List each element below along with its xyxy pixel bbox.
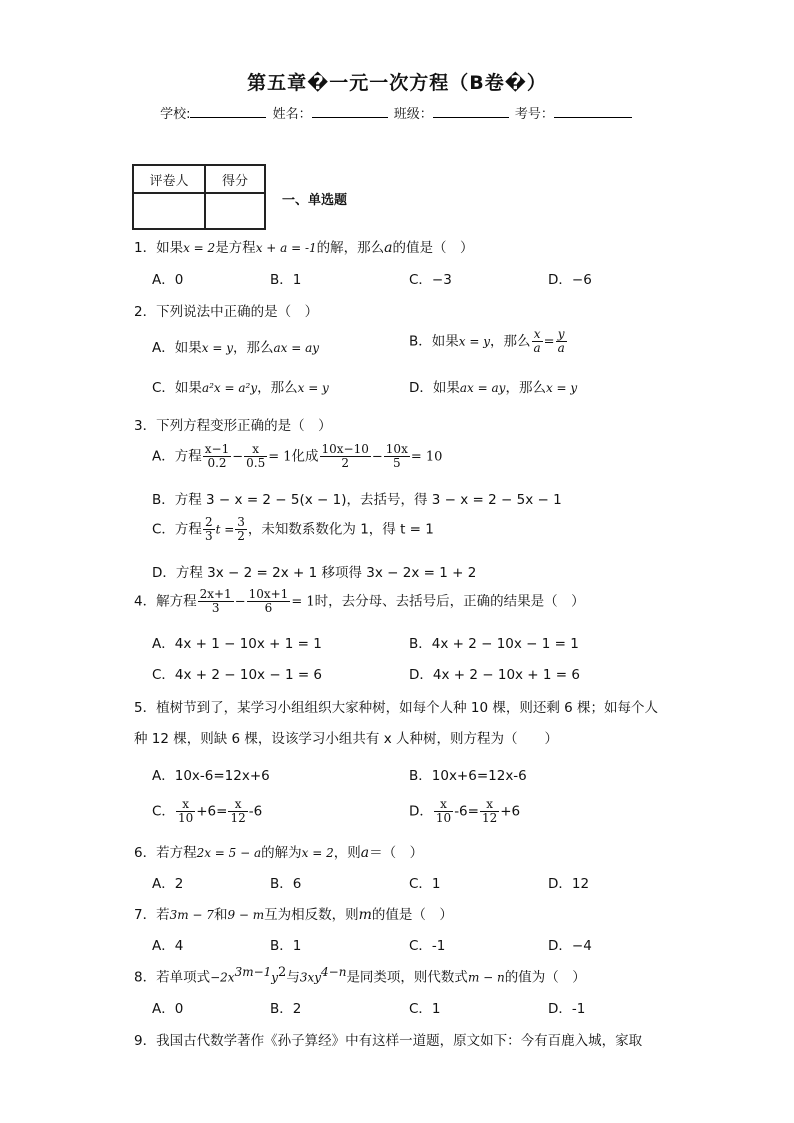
q2-d-c1: ax = ay	[459, 381, 506, 395]
question-4	[134, 588, 585, 615]
class-blank	[433, 105, 509, 118]
name-label: 姓名：	[272, 107, 312, 122]
q2-a-mid: ，那么	[232, 340, 274, 356]
q6-mid: 的解为	[261, 845, 302, 861]
q8-mid2: 是同类项，则代数式	[346, 969, 468, 986]
q3-a-f4-n: 10x	[385, 442, 408, 456]
q4-post: 时，去分母、去括号后，正确的结果是（ ）	[314, 593, 585, 610]
q2-b-fy-n: y	[556, 328, 567, 342]
q3-a-f2-n: x	[244, 443, 267, 457]
q6-eq1: 2x = 5 − a	[196, 846, 262, 860]
q6-option-d: D．12	[548, 876, 590, 892]
q3-a-eq2: = 10	[410, 449, 443, 465]
q4-minus: −	[234, 594, 246, 610]
q5-d-f1-n: x	[434, 798, 453, 812]
reviewer-cell	[133, 193, 205, 229]
q4-option-c: C．4x + 2 − 10x − 1 = 6	[152, 667, 323, 683]
q3-a-minus2: −	[371, 449, 383, 465]
q3-c-pre: C．方程	[152, 521, 202, 538]
q8-e1-tail-sup: 2	[278, 965, 287, 980]
q7-e2: 9 − m	[227, 908, 265, 922]
q4-frac1	[198, 588, 234, 615]
q5-c-frac1	[176, 798, 195, 825]
q1-stem-c: 的解，那么	[316, 240, 385, 256]
q3-c-f1-d: 3	[204, 529, 213, 543]
q1-option-b: B．1	[270, 272, 302, 288]
score-cell	[205, 193, 265, 229]
score-table	[132, 164, 266, 230]
question-1	[134, 236, 474, 256]
question-9-line-1: 9．我国古代数学著作《孙子算经》中有这样一道题，原文如下：今有百鹿入城，家取	[134, 1033, 643, 1049]
q2-c-mid: ，那么	[257, 380, 298, 396]
question-7	[134, 903, 453, 923]
q7-option-a: A．4	[152, 938, 184, 954]
q1-option-d: D．−6	[548, 272, 592, 288]
q2-b-fx-n: x	[532, 328, 543, 342]
student-info-line	[0, 103, 794, 122]
q5-d-f2-d: 12	[481, 811, 498, 825]
q7-option-b: B．1	[270, 938, 302, 954]
q1-var: a	[384, 240, 393, 256]
question-2: 2．下列说法中正确的是（ ）	[134, 304, 319, 320]
q8-e1-sup: 3m−1	[234, 965, 272, 979]
q1-stem-a: 1．如果	[134, 240, 184, 256]
q3-c-frac1	[203, 516, 215, 543]
q5-c-f1-d: 10	[177, 811, 194, 825]
q5-d-frac1	[434, 798, 453, 825]
q2-d-pre: D．如果	[409, 380, 460, 396]
q6-var: a	[360, 845, 370, 861]
q7-mid2: 互为相反数，则	[264, 907, 359, 923]
q8-post: 的值为（ ）	[504, 969, 586, 986]
q2-b-mid: ，那么	[490, 333, 531, 350]
page-title: 第五章�一元一次方程（B卷�）	[247, 72, 547, 94]
q5-option-d	[409, 798, 520, 825]
name-blank	[312, 105, 388, 118]
q6-option-a: A．2	[152, 876, 184, 892]
q7-post: 的值是（ ）	[371, 907, 453, 923]
q4-pre: 4．解方程	[134, 593, 197, 610]
q5-c-mid: +6=	[196, 803, 228, 820]
q2-b-eq: =	[543, 334, 555, 350]
q5-d-frac2	[480, 798, 499, 825]
q3-a-frac4	[384, 443, 410, 470]
q5-d-f1-d: 10	[435, 811, 452, 825]
q4-f2-n: 10x+1	[248, 587, 289, 601]
q2-d-c2: x = y	[545, 381, 578, 395]
q2-b-fx-d: a	[533, 341, 541, 355]
q2-c-c1: a²x = a²y	[201, 381, 258, 395]
q2-c-pre: C．如果	[152, 380, 202, 396]
q3-a-f1-d: 0.2	[207, 456, 227, 470]
q3-a-f3-d: 2	[341, 456, 350, 470]
q5-c-frac2	[228, 798, 247, 825]
q8-e3: m − n	[467, 970, 505, 985]
q3-a-f4-d: 5	[393, 456, 401, 470]
q2-b-frac-x	[532, 328, 543, 355]
q3-option-d: D．方程 3x − 2 = 2x + 1 移项得 3x − 2x = 1 + 2	[152, 565, 477, 581]
q4-option-a: A．4x + 1 − 10x + 1 = 1	[152, 636, 322, 652]
q6-option-c: C．1	[409, 876, 441, 892]
q8-mid: 与	[286, 969, 300, 986]
q5-c-post: -6	[248, 803, 263, 820]
score-header: 得分	[205, 165, 265, 193]
q3-c-f2-n: 3	[237, 515, 245, 529]
q3-c-post: ，未知数系数化为 1，得 t = 1	[247, 521, 434, 538]
q3-c-frac2	[235, 516, 247, 543]
q3-a-mid: 化成	[291, 448, 319, 465]
q6-eq2: x = 2	[301, 846, 334, 860]
q1-option-a: A．0	[152, 272, 184, 288]
q7-e1: 3m − 7	[169, 908, 214, 922]
question-5-line-1: 5．植树节到了，某学习小组组织大家种树，如每个人种 10 棵，则还剩 6 棵；如每个人	[134, 700, 659, 716]
q2-b-frac-y	[556, 328, 567, 355]
q3-option-b: B．方程 3 − x = 2 − 5(x − 1)，去括号，得 3 − x = 2 − 5x − 1	[152, 492, 562, 508]
q7-var: m	[358, 907, 372, 923]
q1-option-c: C．−3	[409, 272, 452, 288]
q5-c-pre: C．	[152, 803, 175, 820]
q7-option-c: C．-1	[409, 938, 446, 954]
q5-d-post: +6	[500, 803, 521, 820]
q6-post: ＝（ ）	[369, 845, 424, 861]
q3-a-eq1: = 1	[268, 449, 292, 465]
q3-a-frac1	[203, 443, 231, 470]
q5-c-f2-n: x	[228, 798, 247, 812]
reviewer-header: 评卷人	[133, 165, 205, 193]
q8-e1: −2x	[210, 970, 235, 985]
q2-c-c2: x = y	[297, 381, 329, 395]
q3-a-f1-n: x−1	[204, 442, 230, 456]
q6-pre: 6．若方程	[134, 845, 197, 861]
q2-option-c	[152, 376, 329, 396]
q3-a-frac2	[244, 443, 267, 470]
q8-option-a: A．0	[152, 1001, 184, 1017]
q7-option-d: D．−4	[548, 938, 592, 954]
q5-option-c	[152, 798, 262, 825]
q2-b-c1: x = y	[458, 334, 490, 349]
exam-no-blank	[554, 105, 632, 118]
q5-d-pre: D．	[409, 803, 433, 820]
q8-e1-tail: y	[271, 970, 279, 985]
q3-c-f2-d: 2	[237, 529, 245, 543]
q3-c-t: t =	[215, 522, 235, 537]
q3-a-frac3	[320, 443, 371, 470]
question-6	[134, 841, 423, 861]
q8-option-b: B．2	[270, 1001, 302, 1017]
class-label: 班级：	[393, 107, 433, 122]
q8-option-d: D．-1	[548, 1001, 586, 1017]
q1-eq1: x = 2	[183, 241, 216, 255]
school-blank	[190, 105, 266, 118]
exam-no-label: 考号：	[514, 107, 554, 122]
q4-f1-n: 2x+1	[199, 587, 232, 601]
q5-c-f2-d: 12	[230, 811, 246, 825]
q4-f1-d: 3	[211, 601, 220, 615]
q2-b-pre: B．如果	[409, 333, 459, 350]
q8-e2-sup: 4−n	[321, 965, 347, 979]
q2-a-c1: x = y	[201, 341, 233, 355]
q2-d-mid: ，那么	[505, 380, 546, 396]
q3-a-pre: A．方程	[152, 448, 202, 465]
q3-option-a	[152, 443, 442, 470]
q3-option-c	[152, 516, 434, 543]
question-3: 3．下列方程变形正确的是（ ）	[134, 418, 332, 434]
q2-option-b	[409, 328, 568, 355]
q4-eq: = 1	[291, 594, 315, 610]
q5-d-f2-n: x	[480, 798, 499, 812]
q2-option-d	[409, 376, 577, 396]
q3-a-f2-d: 0.5	[246, 456, 266, 470]
q2-a-pre: A．如果	[152, 340, 202, 356]
q1-stem-d: 的值是（ ）	[392, 240, 474, 256]
q3-c-f1-n: 2	[204, 515, 213, 529]
q5-c-f1-n: x	[176, 798, 195, 812]
q7-pre: 7．若	[134, 907, 170, 923]
school-label: 学校:	[160, 107, 191, 122]
q2-b-fy-d: a	[557, 341, 565, 355]
q5-option-a: A．10x-6=12x+6	[152, 768, 270, 784]
q4-f2-d: 6	[264, 601, 273, 615]
q2-option-a	[152, 336, 319, 356]
q1-stem-b: 是方程	[215, 240, 256, 256]
q5-option-b: B．10x+6=12x-6	[409, 768, 527, 784]
q8-pre: 8．若单项式	[134, 969, 211, 986]
q3-a-f3-n: 10x−10	[321, 442, 369, 456]
q8-option-c: C．1	[409, 1001, 441, 1017]
q3-a-minus: −	[232, 449, 244, 465]
question-5-line-2: 种 12 棵，则缺 6 棵，设该学习小组共有 x 人种树，则方程为（ ）	[134, 731, 559, 747]
q7-mid: 和	[213, 907, 228, 923]
q1-eq2: x + a = -1	[255, 241, 317, 255]
section-title: 一、单选题	[282, 193, 348, 208]
q6-mid2: ，则	[333, 845, 361, 861]
q8-e2: 3xy	[299, 970, 322, 985]
q2-a-c2: ax = ay	[273, 341, 320, 355]
q5-d-mid: -6=	[454, 803, 479, 820]
q4-option-b: B．4x + 2 − 10x − 1 = 1	[409, 636, 579, 652]
q6-option-b: B．6	[270, 876, 302, 892]
q4-frac2	[247, 588, 291, 615]
question-8	[134, 965, 586, 986]
q4-option-d: D．4x + 2 − 10x + 1 = 6	[409, 667, 580, 683]
